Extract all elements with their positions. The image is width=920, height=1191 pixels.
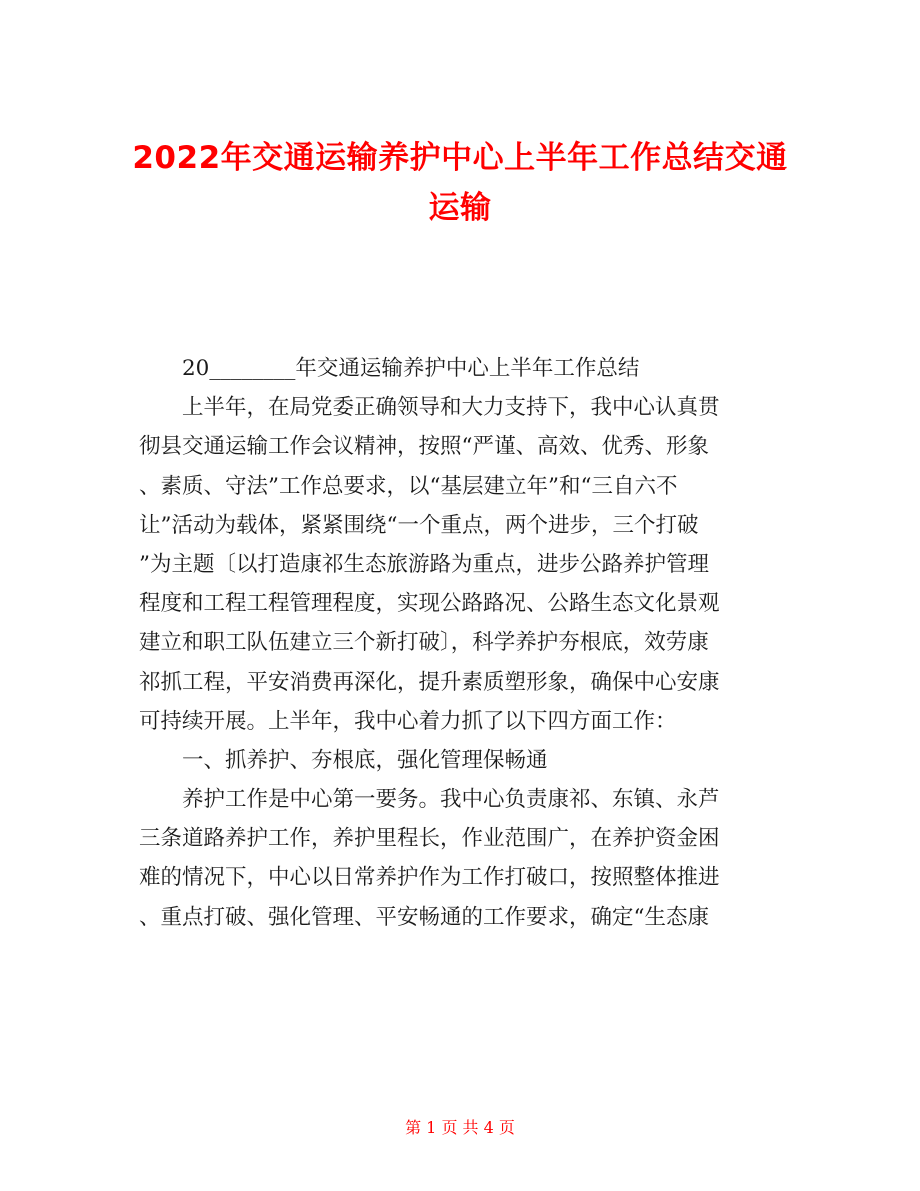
paragraph-line: 程度和工程工程管理程度，实现公路路况、公路生态文化景观 — [139, 591, 720, 617]
paragraph-line: 、素质、守法”工作总要求，以“基层建立年”和“三自六不 — [139, 473, 678, 499]
paragraph-line: 祁抓工程，平安消费再深化，提升素质塑形象，确保中心安康 — [139, 669, 720, 695]
paragraph-line: 三条道路养护工作，养护里程长，作业范围广，在养护资金困 — [139, 826, 720, 852]
title-line-2: 运输 — [428, 189, 492, 226]
paragraph-line: 彻县交通运输工作会议精神，按照“严谨、高效、优秀、形象 — [139, 434, 709, 460]
paragraph-line: ”为主题〔以打造康祁生态旅游路为重点，进步公路养护管理 — [139, 551, 709, 577]
paragraph-line: 让”活动为载体，紧紧围绕“一个重点，两个进步，三个打破 — [139, 512, 699, 538]
paragraph-line: 、重点打破、强化管理、平安畅通的工作要求，确定“生态康 — [139, 904, 709, 930]
document-title — [120, 133, 800, 233]
paragraph-line: 建立和职工队伍建立三个新打破〕，科学养护夯根底，效劳康 — [139, 630, 709, 656]
paragraph-line: 上半年，在局党委正确领导和大力支持下，我中心认真贯 — [182, 395, 720, 421]
title-line-1: 2022年交通运输养护中心上半年工作总结交通 — [132, 139, 788, 176]
document-body — [139, 349, 789, 937]
page-number-footer: 第 1 页 共 4 页 — [405, 1118, 515, 1137]
paragraph-line: 难的情况下，中心以日常养护作为工作打破口，按照整体推进 — [139, 865, 720, 891]
paragraph-line: 养护工作是中心第一要务。我中心负责康祁、东镇、永芦 — [182, 787, 720, 813]
paragraph-line: 可持续开展。上半年，我中心着力抓了以下四方面工作： — [139, 708, 677, 734]
section-heading: 一、抓养护、夯根底，强化管理保畅通 — [182, 747, 548, 773]
subtitle-line: 20________年交通运输养护中心上半年工作总结 — [182, 356, 640, 381]
